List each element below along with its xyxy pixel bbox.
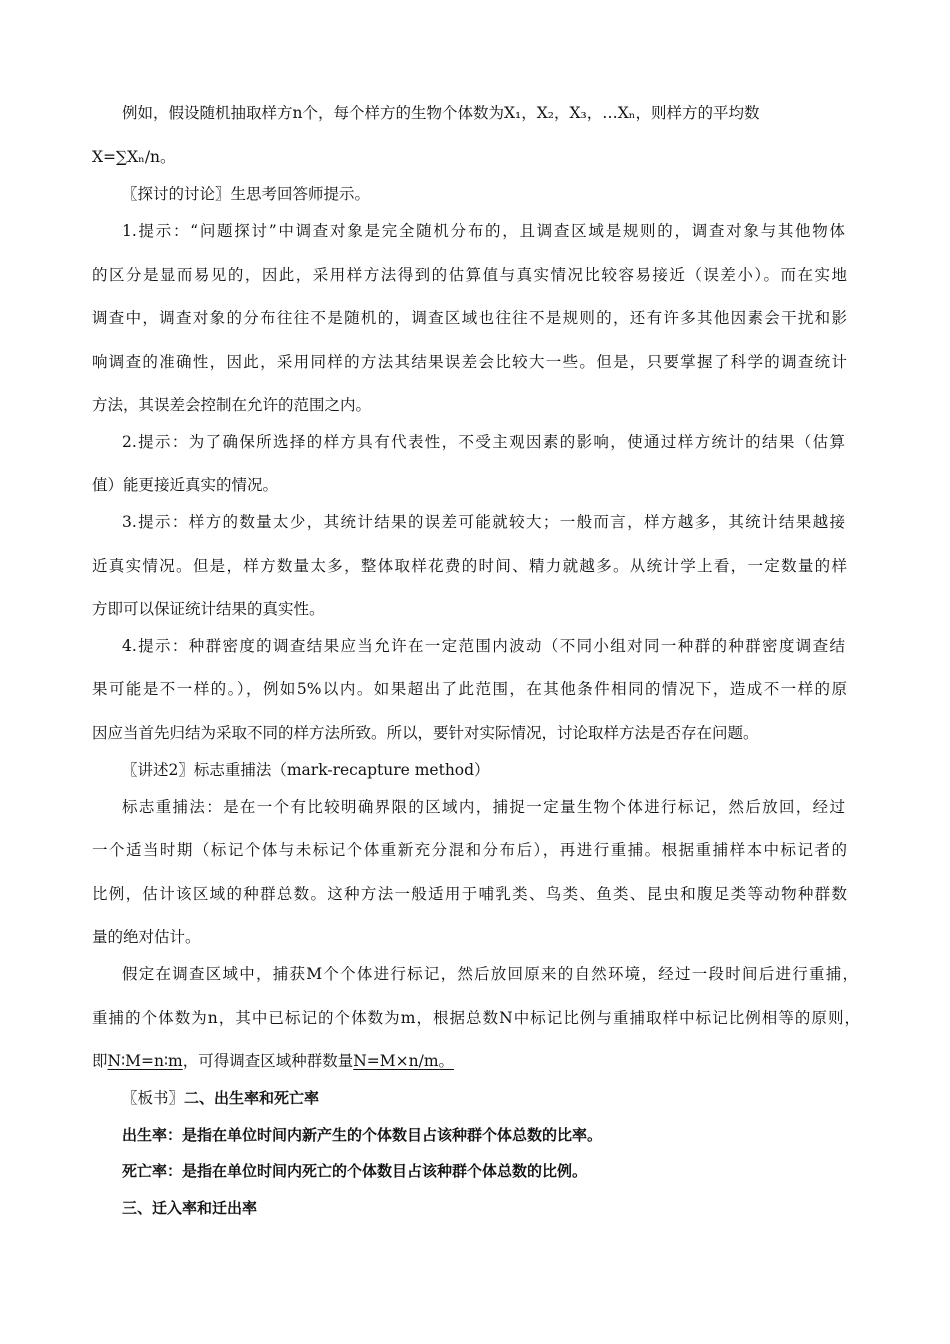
- text-line: 果可能是不一样的。），例如5%以内。如果超出了此范围，在其他条件相同的情况下，造成不一样的原: [92, 680, 847, 698]
- text-line: 1.提示：“问题探讨”中调查对象是完全随机分布的，且调查区域是规则的，调查对象与其他物体: [122, 222, 845, 240]
- text-line: 标志重捕法：是在一个有比较明确界限的区域内，捕捉一定量生物个体进行标记，然后放回，经过: [122, 798, 845, 816]
- ratio-formula: N∶M=n∶m: [107, 1052, 183, 1070]
- formula-prefix: 即: [92, 1052, 108, 1070]
- text-line: 例如，假设随机抽取样方n个，每个样方的生物个体数为X₁，X₂，X₃，…Xₙ，则样方的平均数: [122, 104, 760, 122]
- text-line: 调查中，调查对象的分布往往不是随机的，调查区域也往往不是规则的，还有许多其他因素会干扰和影: [92, 309, 847, 327]
- text-line: 方法，其误差会控制在允许的范围之内。: [92, 396, 372, 414]
- board-prefix: 〖板书〗: [122, 1089, 185, 1107]
- population-formula: N=M×n/m。: [353, 1052, 455, 1070]
- birth-rate-definition: 出生率：是指在单位时间内新产生的个体数目占该种群个体总数的比率。: [122, 1126, 603, 1144]
- text-line: 量的绝对估计。: [92, 928, 201, 946]
- text-line: 2.提示：为了确保所选择的样方具有代表性，不受主观因素的影响，使通过样方统计的结果（估算: [122, 433, 845, 451]
- text-line: 4.提示：种群密度的调查结果应当允许在一定范围内波动（不同小组对同一种群的种群密度调查结: [122, 637, 845, 655]
- text-line: 假定在调查区域中，捕获M个个体进行标记，然后放回原来的自然环境，经过一段时间后进行重捕，: [122, 965, 858, 983]
- text-line: 〖讲述2〗标志重捕法（mark-recapture method）: [122, 761, 490, 779]
- text-line: 近真实情况。但是，样方数量太多，整体取样花费的时间、精力就越多。从统计学上看，一定数量的样: [92, 557, 847, 575]
- formula-line: [92, 1051, 862, 1071]
- text-line: 的区分是显而易见的，因此，采用样方法得到的估算值与真实情况比较容易接近（误差小）。而在实地: [92, 266, 847, 284]
- section-heading-migration: 三、迁入率和迁出率: [122, 1199, 258, 1217]
- text-line: 值）能更接近真实的情况。: [92, 476, 279, 494]
- text-line: X=∑Xₙ/n。: [92, 148, 176, 166]
- death-rate-definition: 死亡率：是指在单位时间内死亡的个体数目占该种群个体总数的比例。: [122, 1162, 588, 1180]
- text-line: 比例，估计该区域的种群总数。这种方法一般适用于哺乳类、鸟类、鱼类、昆虫和腹足类等动物种群数: [92, 885, 847, 903]
- text-line: 因应当首先归结为采取不同的样方法所致。所以，要针对实际情况，讨论取样方法是否存在问题。: [92, 724, 759, 742]
- text-line: 响调查的准确性，因此，采用同样的方法其结果误差会比较大一些。但是，只要掌握了科学的调查统计: [92, 353, 847, 371]
- section-heading-birth-death: 二、出生率和死亡率: [184, 1089, 320, 1107]
- text-line: 方即可以保证统计结果的真实性。: [92, 600, 325, 618]
- formula-middle: ，可得调查区域种群数量: [182, 1052, 354, 1070]
- text-line: 3.提示：样方的数量太少，其统计结果的误差可能就较大；一般而言，样方越多，其统计结果越接: [122, 513, 845, 531]
- text-line: 一个适当时期（标记个体与未标记个体重新充分混和分布后），再进行重捕。根据重捕样本中标记者的: [92, 841, 847, 859]
- text-line: 〖探讨的讨论〗生思考回答师提示。: [122, 185, 371, 203]
- text-line: 重捕的个体数为n，其中已标记的个体数为m，根据总数N中标记比例与重捕取样中标记比例相等的原则，: [92, 1009, 860, 1027]
- board-heading: [122, 1088, 892, 1108]
